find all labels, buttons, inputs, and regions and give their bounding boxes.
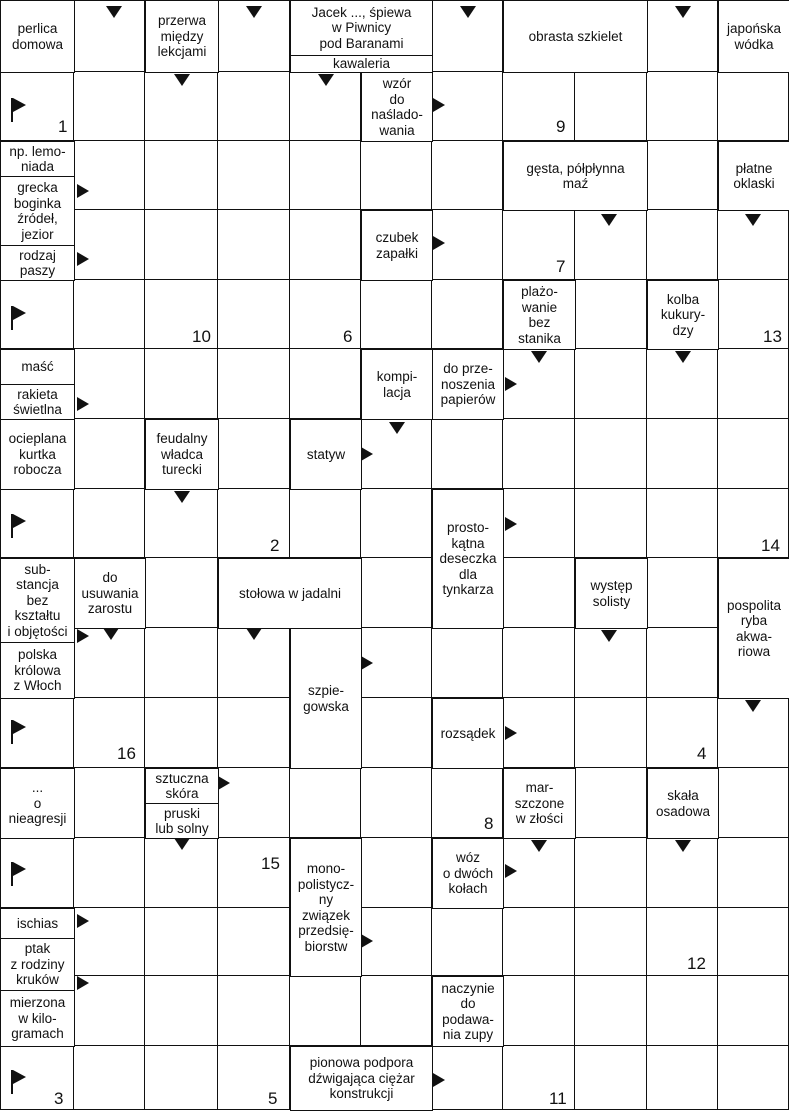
answer-cell[interactable] bbox=[218, 72, 290, 141]
clue-feudalny bbox=[145, 419, 219, 490]
answer-cell[interactable] bbox=[74, 210, 145, 280]
arrow-right-icon bbox=[77, 914, 89, 928]
cell-number: 10 bbox=[192, 327, 211, 346]
answer-cell[interactable] bbox=[74, 72, 145, 141]
answer-cell[interactable] bbox=[647, 698, 718, 768]
answer-cell[interactable] bbox=[290, 349, 361, 419]
answer-cell[interactable] bbox=[432, 908, 503, 976]
answer-cell[interactable] bbox=[361, 141, 432, 210]
arrow-right-icon bbox=[77, 397, 89, 411]
answer-cell[interactable] bbox=[718, 349, 789, 419]
clue-text: sub- stancja bez kształtu i objętości bbox=[7, 561, 68, 639]
arrow-down-icon bbox=[675, 351, 691, 363]
clue-text: mono- polistycz- ny związek przedsię- biorstw bbox=[297, 861, 355, 954]
answer-cell[interactable] bbox=[74, 1046, 145, 1110]
clue-text: do prze- noszenia papierów bbox=[440, 361, 496, 408]
clue-woz bbox=[432, 838, 504, 909]
clue-wzor bbox=[361, 72, 433, 142]
clue-text: wzór do naślado- wania bbox=[371, 76, 423, 138]
cell-number: 9 bbox=[556, 117, 566, 136]
clue-masc bbox=[0, 349, 75, 385]
clue-text: Jacek ..., śpiewa w Piwnicy pod Baranami bbox=[311, 4, 412, 51]
answer-cell[interactable] bbox=[361, 698, 432, 768]
answer-cell[interactable] bbox=[218, 210, 290, 280]
cell-number: 4 bbox=[697, 744, 707, 763]
answer-cell[interactable] bbox=[432, 141, 503, 210]
clue-text: kompi- lacja bbox=[376, 369, 418, 400]
arrow-down-icon bbox=[745, 700, 761, 712]
answer-cell[interactable] bbox=[647, 976, 718, 1046]
clue-text: sztuczna skóra bbox=[155, 770, 209, 801]
clue-text: skała osadowa bbox=[655, 788, 711, 819]
answer-cell[interactable] bbox=[647, 1046, 718, 1110]
arrow-right-icon bbox=[77, 976, 89, 990]
clue-text: plażo- wanie bez stanika bbox=[518, 284, 561, 346]
arrow-down-icon bbox=[601, 630, 617, 642]
clue-text: pionowa podpora dźwigająca ciężar konstrukcji bbox=[308, 1055, 415, 1102]
clue-text: mierzona w kilo- gramach bbox=[9, 995, 66, 1042]
clue-text: ... o nieagresji bbox=[8, 780, 67, 827]
clue-text: prosto- kątna deseczka dla tynkarza bbox=[439, 520, 497, 598]
answer-cell[interactable] bbox=[647, 489, 718, 558]
arrow-down-icon bbox=[318, 74, 334, 86]
clue-marsz bbox=[503, 768, 576, 839]
answer-cell[interactable] bbox=[718, 419, 789, 489]
answer-cell[interactable] bbox=[575, 768, 647, 838]
arrow-down-icon bbox=[745, 214, 761, 226]
answer-cell[interactable] bbox=[647, 72, 718, 141]
clue-text: przerwa między lekcjami bbox=[157, 13, 207, 60]
arrow-down-icon bbox=[389, 422, 405, 434]
clue-text: szpie- gowska bbox=[303, 683, 349, 714]
answer-cell[interactable] bbox=[290, 489, 361, 558]
answer-cell[interactable] bbox=[218, 349, 290, 419]
answer-cell[interactable] bbox=[145, 1046, 218, 1110]
answer-cell[interactable] bbox=[290, 768, 361, 838]
arrow-down-icon bbox=[601, 214, 617, 226]
flag-arrow-icon bbox=[13, 514, 26, 528]
cell-number: 11 bbox=[549, 1089, 567, 1108]
answer-cell[interactable] bbox=[290, 976, 361, 1046]
answer-cell[interactable] bbox=[361, 489, 432, 558]
answer-cell[interactable] bbox=[647, 141, 718, 210]
clue-text: pospolita ryba akwa- riowa bbox=[726, 597, 782, 659]
clue-czubek bbox=[361, 210, 433, 281]
clue-text: kawaleria bbox=[332, 56, 391, 72]
cell-number: 14 bbox=[761, 536, 780, 555]
answer-cell[interactable] bbox=[575, 698, 647, 768]
clue-szpieg bbox=[290, 628, 362, 769]
clue-ischias bbox=[0, 908, 75, 939]
answer-cell[interactable] bbox=[74, 489, 145, 558]
answer-cell[interactable] bbox=[74, 280, 145, 349]
clue-polska bbox=[0, 642, 75, 699]
answer-cell[interactable] bbox=[718, 908, 789, 976]
answer-cell[interactable] bbox=[575, 280, 647, 349]
arrow-down-icon bbox=[531, 840, 547, 852]
clue-ptak bbox=[0, 938, 75, 991]
answer-cell[interactable] bbox=[575, 908, 647, 976]
clue-rozsadek bbox=[432, 698, 504, 769]
answer-cell[interactable] bbox=[145, 628, 218, 698]
clue-text: naczynie do podawa- nia zupy bbox=[441, 980, 495, 1042]
arrow-right-icon bbox=[77, 184, 89, 198]
arrow-right-icon bbox=[505, 864, 517, 878]
clue-text: perlica domowa bbox=[11, 21, 64, 52]
arrow-right-icon bbox=[77, 252, 89, 266]
clue-skala bbox=[647, 768, 719, 839]
flag-arrow-icon bbox=[13, 862, 26, 876]
clue-text: ocieplana kurtka robocza bbox=[8, 431, 67, 478]
clue-text: występ solisty bbox=[590, 578, 633, 609]
answer-cell[interactable] bbox=[718, 838, 789, 908]
cell-number: 16 bbox=[117, 744, 136, 763]
answer-cell[interactable] bbox=[575, 838, 647, 908]
clue-stolowa bbox=[218, 558, 362, 629]
clue-text: płatne oklaski bbox=[733, 160, 775, 191]
clue-naczynie bbox=[432, 976, 504, 1047]
answer-cell[interactable] bbox=[361, 976, 432, 1046]
answer-cell[interactable] bbox=[718, 768, 789, 838]
clue-substancja bbox=[0, 558, 75, 643]
arrow-down-icon bbox=[675, 6, 691, 18]
clue-przerwa bbox=[145, 0, 219, 73]
clue-text: np. lemo- niada bbox=[9, 143, 66, 174]
answer-cell[interactable] bbox=[575, 489, 647, 558]
clue-text: statyw bbox=[306, 446, 346, 462]
answer-cell[interactable] bbox=[361, 558, 432, 628]
arrow-down-icon bbox=[174, 74, 190, 86]
clue-text: gęsta, półpłynna maź bbox=[526, 160, 625, 191]
clue-text: kolba kukury- dzy bbox=[660, 291, 706, 338]
arrow-down-icon bbox=[531, 351, 547, 363]
clue-text: wóz o dwóch kołach bbox=[442, 850, 494, 897]
clue-text: maść bbox=[21, 359, 54, 375]
arrow-right-icon bbox=[361, 656, 373, 670]
cell-number: 6 bbox=[343, 327, 353, 346]
answer-cell[interactable] bbox=[218, 698, 290, 768]
clue-pruski bbox=[145, 803, 219, 839]
answer-cell[interactable] bbox=[647, 908, 718, 976]
answer-cell[interactable] bbox=[575, 1046, 647, 1110]
answer-cell[interactable] bbox=[647, 628, 718, 698]
answer-cell[interactable] bbox=[74, 768, 145, 838]
clue-prosto bbox=[432, 489, 504, 629]
clue-pospolita bbox=[718, 558, 789, 699]
answer-cell[interactable] bbox=[432, 419, 503, 489]
clue-kompi bbox=[361, 349, 433, 420]
arrow-down-icon bbox=[246, 628, 262, 640]
cell-number: 3 bbox=[54, 1089, 64, 1108]
cell-number: 15 bbox=[261, 854, 280, 873]
arrow-right-icon bbox=[361, 934, 373, 948]
clue-text: ptak z rodziny kruków bbox=[10, 941, 65, 988]
cell-number: 2 bbox=[270, 536, 280, 555]
flag-arrow-icon bbox=[13, 1070, 26, 1084]
cell-number: 7 bbox=[556, 257, 566, 276]
answer-cell[interactable] bbox=[575, 349, 647, 419]
answer-cell[interactable] bbox=[503, 628, 575, 698]
flag-arrow-icon bbox=[13, 720, 26, 734]
flag-arrow-icon bbox=[13, 98, 26, 112]
clue-text: mar- szczone w złości bbox=[514, 780, 565, 827]
clue-statyw bbox=[290, 419, 362, 490]
clue-text: stołowa w jadalni bbox=[238, 585, 342, 601]
answer-cell[interactable] bbox=[218, 976, 290, 1046]
clue-text: ischias bbox=[16, 915, 59, 931]
answer-cell[interactable] bbox=[503, 908, 575, 976]
clue-text: grecka boginka źródeł, jezior bbox=[13, 180, 62, 242]
arrow-down-icon bbox=[106, 6, 122, 18]
arrow-right-icon bbox=[433, 1073, 445, 1087]
answer-cell[interactable] bbox=[718, 976, 789, 1046]
answer-cell[interactable] bbox=[145, 908, 218, 976]
cell-number: 8 bbox=[484, 814, 494, 833]
clue-plazo bbox=[503, 280, 576, 350]
arrow-right-icon bbox=[361, 447, 373, 461]
flag-arrow-icon bbox=[13, 306, 26, 320]
clue-text: feudalny władca turecki bbox=[156, 431, 208, 478]
answer-cell[interactable] bbox=[575, 976, 647, 1046]
arrow-right-icon bbox=[505, 377, 517, 391]
arrow-down-icon bbox=[174, 491, 190, 503]
clue-platne bbox=[718, 141, 789, 211]
clue-perlica bbox=[0, 0, 75, 73]
clue-text: do usuwania zarostu bbox=[81, 570, 139, 617]
answer-cell[interactable] bbox=[290, 210, 361, 280]
cell-number: 12 bbox=[687, 954, 706, 973]
clue-doprze bbox=[432, 349, 504, 420]
arrow-down-icon bbox=[675, 840, 691, 852]
answer-cell[interactable] bbox=[218, 908, 290, 976]
arrow-down-icon bbox=[174, 838, 190, 850]
answer-cell[interactable] bbox=[647, 210, 718, 280]
answer-cell[interactable] bbox=[647, 419, 718, 489]
answer-cell[interactable] bbox=[145, 349, 218, 419]
answer-cell[interactable] bbox=[718, 1046, 789, 1110]
clue-text: rakieta świetlna bbox=[13, 386, 62, 417]
answer-cell[interactable] bbox=[145, 698, 218, 768]
answer-cell[interactable] bbox=[145, 558, 218, 628]
clue-mierzona bbox=[0, 990, 75, 1047]
arrow-right-icon bbox=[218, 776, 230, 790]
answer-cell[interactable] bbox=[145, 141, 218, 210]
arrow-down-icon bbox=[103, 628, 119, 640]
clue-obrasta bbox=[503, 0, 648, 73]
arrow-down-icon bbox=[246, 6, 262, 18]
clue-ocieplana bbox=[0, 419, 75, 490]
clue-text: rodzaj paszy bbox=[19, 247, 56, 278]
answer-cell[interactable] bbox=[218, 1046, 290, 1110]
clue-text: rozsądek bbox=[440, 725, 496, 741]
clue-pionowa bbox=[290, 1046, 433, 1111]
clue-kolba bbox=[647, 280, 719, 350]
answer-cell[interactable] bbox=[218, 280, 290, 349]
answer-cell[interactable] bbox=[218, 838, 290, 908]
clue-text: czubek zapałki bbox=[375, 230, 419, 261]
clue-mono bbox=[290, 838, 362, 977]
clue-rakieta bbox=[0, 384, 75, 420]
cell-number: 13 bbox=[763, 327, 782, 346]
answer-cell[interactable] bbox=[503, 558, 575, 628]
arrow-down-icon bbox=[460, 6, 476, 18]
answer-cell[interactable] bbox=[74, 141, 145, 210]
clue-wystep bbox=[575, 558, 648, 629]
answer-cell[interactable] bbox=[361, 838, 432, 908]
clue-dousuw bbox=[74, 558, 146, 629]
clue-lemoniada bbox=[0, 141, 75, 177]
answer-cell[interactable] bbox=[74, 838, 145, 908]
answer-cell[interactable] bbox=[503, 976, 575, 1046]
answer-cell[interactable] bbox=[218, 141, 290, 210]
cell-number: 5 bbox=[268, 1089, 278, 1108]
answer-cell[interactable] bbox=[432, 628, 503, 698]
answer-cell[interactable] bbox=[432, 280, 503, 349]
answer-cell[interactable] bbox=[361, 768, 432, 838]
answer-cell[interactable] bbox=[503, 419, 575, 489]
clue-gesta bbox=[503, 141, 648, 211]
clue-sztuczna bbox=[145, 768, 219, 804]
clue-text: japońska wódka bbox=[726, 21, 782, 52]
answer-cell[interactable] bbox=[718, 72, 789, 141]
arrow-right-icon bbox=[505, 517, 517, 531]
arrow-right-icon bbox=[433, 98, 445, 112]
answer-cell[interactable] bbox=[575, 419, 647, 489]
answer-cell[interactable] bbox=[218, 419, 290, 489]
answer-cell[interactable] bbox=[290, 141, 361, 210]
clue-oniea bbox=[0, 768, 75, 839]
clue-text: pruski lub solny bbox=[155, 805, 209, 836]
cell-number: 1 bbox=[58, 117, 68, 136]
clue-text: polska królowa z Włoch bbox=[13, 647, 62, 694]
arrow-right-icon bbox=[77, 629, 89, 643]
answer-cell[interactable] bbox=[74, 419, 145, 489]
clue-rodzaj bbox=[0, 245, 75, 281]
arrow-right-icon bbox=[505, 726, 517, 740]
arrow-right-icon bbox=[433, 236, 445, 250]
answer-cell[interactable] bbox=[145, 210, 218, 280]
answer-cell[interactable] bbox=[647, 558, 718, 628]
clue-kawaleria bbox=[290, 55, 433, 73]
clue-grecka bbox=[0, 176, 75, 246]
clue-jacek bbox=[290, 0, 433, 56]
clue-japonska bbox=[718, 0, 789, 73]
answer-cell[interactable] bbox=[361, 280, 432, 349]
answer-cell[interactable] bbox=[145, 976, 218, 1046]
clue-text: obrasta szkielet bbox=[528, 28, 623, 44]
answer-cell[interactable] bbox=[575, 72, 647, 141]
